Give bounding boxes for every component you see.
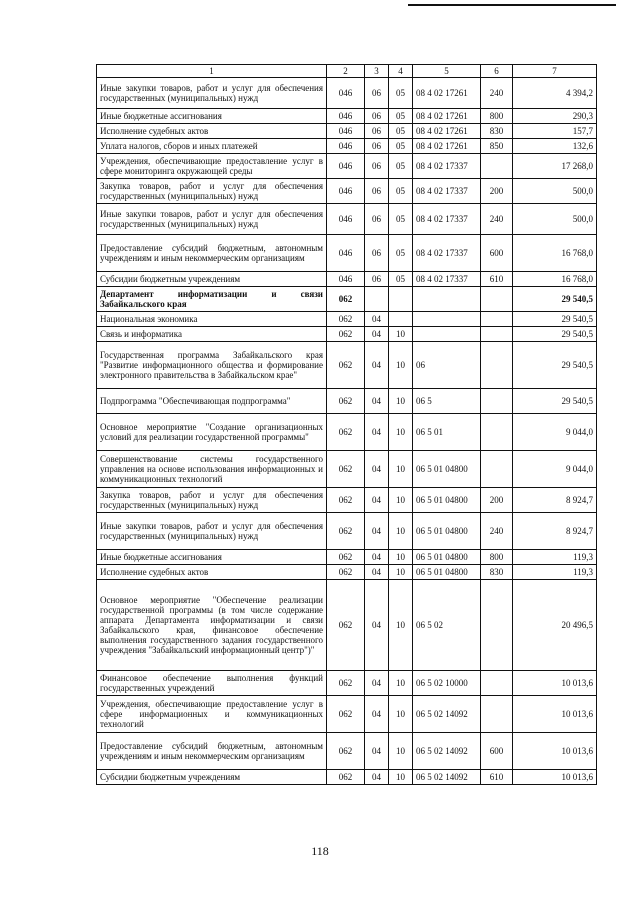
table-row (97, 327, 597, 342)
subsection-cell: 05 (389, 179, 413, 204)
table-row (97, 179, 597, 204)
target-article-cell: 06 5 01 04800 (413, 565, 481, 580)
amount-cell: 16 768,0 (513, 272, 597, 287)
ministry-code-cell: 062 (327, 342, 365, 389)
ministry-code-cell: 046 (327, 272, 365, 287)
target-article-cell: 08 4 02 17337 (413, 154, 481, 179)
expense-type-cell: 240 (481, 513, 513, 550)
ministry-code-cell: 062 (327, 580, 365, 671)
expense-type-cell (481, 580, 513, 671)
section-cell: 06 (365, 235, 389, 272)
expense-type-cell (481, 671, 513, 696)
section-cell: 04 (365, 550, 389, 565)
amount-cell: 29 540,5 (513, 389, 597, 414)
description-cell: Предоставление субсидий бюджетным, автономным учреждениям и иным некоммерческим организациям (97, 235, 327, 272)
section-cell: 04 (365, 342, 389, 389)
target-article-cell: 06 (413, 342, 481, 389)
amount-cell: 29 540,5 (513, 312, 597, 327)
ministry-code-cell: 046 (327, 109, 365, 124)
table-row (97, 671, 597, 696)
ministry-code-cell: 062 (327, 770, 365, 785)
amount-cell: 8 924,7 (513, 513, 597, 550)
amount-cell: 20 496,5 (513, 580, 597, 671)
amount-cell: 9 044,0 (513, 414, 597, 451)
expense-type-cell: 830 (481, 124, 513, 139)
table-row (97, 124, 597, 139)
description-cell: Связь и информатика (97, 327, 327, 342)
expense-type-cell: 200 (481, 488, 513, 513)
ministry-code-cell: 062 (327, 312, 365, 327)
description-cell: Предоставление субсидий бюджетным, автономным учреждениям и иным некоммерческим организациям (97, 733, 327, 770)
section-cell: 04 (365, 488, 389, 513)
amount-cell: 119,3 (513, 565, 597, 580)
table-row (97, 342, 597, 389)
header-cell: 6 (481, 65, 513, 78)
expense-type-cell: 850 (481, 139, 513, 154)
ministry-code-cell: 046 (327, 124, 365, 139)
target-article-cell: 06 5 01 04800 (413, 513, 481, 550)
ministry-code-cell: 062 (327, 414, 365, 451)
ministry-code-cell: 062 (327, 389, 365, 414)
subsection-cell: 10 (389, 550, 413, 565)
budget-table (96, 64, 597, 785)
amount-cell: 17 268,0 (513, 154, 597, 179)
header-cell: 7 (513, 65, 597, 78)
target-article-cell: 06 5 01 04800 (413, 550, 481, 565)
ministry-code-cell: 062 (327, 451, 365, 488)
subsection-cell: 10 (389, 733, 413, 770)
header-cell: 5 (413, 65, 481, 78)
section-cell: 06 (365, 78, 389, 109)
table-row (97, 580, 597, 671)
subsection-cell: 10 (389, 513, 413, 550)
target-article-cell: 06 5 02 14092 (413, 770, 481, 785)
description-cell: Департамент информатизации и связи Забайкальского края (97, 287, 327, 312)
section-cell: 04 (365, 671, 389, 696)
expense-type-cell (481, 414, 513, 451)
expense-type-cell: 240 (481, 78, 513, 109)
description-cell: Субсидии бюджетным учреждениям (97, 272, 327, 287)
table-row (97, 550, 597, 565)
section-cell: 04 (365, 389, 389, 414)
description-cell: Основное мероприятие "Обеспечение реализации государственной программы (в том числе содержание аппарата Департамента информатизации и связи Забайкальского края, финансовое обеспечение выполнения государственного задания государственного учреждения "Забайкальский информационный центр")" (97, 580, 327, 671)
header-cell: 4 (389, 65, 413, 78)
expense-type-cell: 800 (481, 109, 513, 124)
table-row (97, 235, 597, 272)
table-row (97, 204, 597, 235)
amount-cell: 10 013,6 (513, 696, 597, 733)
subsection-cell: 05 (389, 204, 413, 235)
target-article-cell: 06 5 (413, 389, 481, 414)
table-row (97, 733, 597, 770)
description-cell: Закупка товаров, работ и услуг для обеспечения государственных (муниципальных) нужд (97, 179, 327, 204)
target-article-cell: 06 5 02 14092 (413, 696, 481, 733)
amount-cell: 16 768,0 (513, 235, 597, 272)
subsection-cell: 10 (389, 580, 413, 671)
target-article-cell: 06 5 01 04800 (413, 488, 481, 513)
ministry-code-cell: 046 (327, 204, 365, 235)
subsection-cell: 10 (389, 451, 413, 488)
subsection-cell: 10 (389, 770, 413, 785)
expense-type-cell (481, 287, 513, 312)
expense-type-cell (481, 154, 513, 179)
amount-cell: 157,7 (513, 124, 597, 139)
ministry-code-cell: 062 (327, 696, 365, 733)
section-cell: 06 (365, 272, 389, 287)
subsection-cell: 10 (389, 342, 413, 389)
amount-cell: 9 044,0 (513, 451, 597, 488)
ministry-code-cell: 046 (327, 179, 365, 204)
section-cell: 04 (365, 312, 389, 327)
target-article-cell: 08 4 02 17261 (413, 124, 481, 139)
ministry-code-cell: 062 (327, 287, 365, 312)
target-article-cell: 08 4 02 17261 (413, 139, 481, 154)
table-row (97, 565, 597, 580)
amount-cell: 10 013,6 (513, 733, 597, 770)
description-cell: Исполнение судебных актов (97, 124, 327, 139)
description-cell: Иные закупки товаров, работ и услуг для обеспечения государственных (муниципальных) нужд (97, 78, 327, 109)
target-article-cell (413, 327, 481, 342)
section-cell: 06 (365, 204, 389, 235)
amount-cell: 8 924,7 (513, 488, 597, 513)
target-article-cell: 08 4 02 17261 (413, 109, 481, 124)
target-article-cell: 08 4 02 17337 (413, 272, 481, 287)
section-cell: 06 (365, 139, 389, 154)
section-cell: 04 (365, 451, 389, 488)
table-row (97, 513, 597, 550)
table-row (97, 696, 597, 733)
subsection-cell: 05 (389, 272, 413, 287)
amount-cell: 29 540,5 (513, 327, 597, 342)
target-article-cell: 06 5 02 (413, 580, 481, 671)
ministry-code-cell: 062 (327, 565, 365, 580)
ministry-code-cell: 046 (327, 78, 365, 109)
subsection-cell: 10 (389, 696, 413, 733)
subsection-cell (389, 287, 413, 312)
subsection-cell: 10 (389, 671, 413, 696)
section-cell: 04 (365, 327, 389, 342)
subsection-cell: 05 (389, 154, 413, 179)
description-cell: Подпрограмма "Обеспечивающая подпрограмма" (97, 389, 327, 414)
amount-cell: 29 540,5 (513, 342, 597, 389)
target-article-cell: 06 5 02 10000 (413, 671, 481, 696)
table-row (97, 109, 597, 124)
target-article-cell: 06 5 01 (413, 414, 481, 451)
table-row (97, 154, 597, 179)
table-row (97, 414, 597, 451)
section-cell: 04 (365, 513, 389, 550)
target-article-cell: 08 4 02 17337 (413, 235, 481, 272)
expense-type-cell: 610 (481, 272, 513, 287)
target-article-cell: 08 4 02 17261 (413, 78, 481, 109)
ministry-code-cell: 062 (327, 733, 365, 770)
description-cell: Иные закупки товаров, работ и услуг для обеспечения государственных (муниципальных) нужд (97, 204, 327, 235)
expense-type-cell (481, 451, 513, 488)
expense-type-cell: 610 (481, 770, 513, 785)
description-cell: Исполнение судебных актов (97, 565, 327, 580)
description-cell: Иные бюджетные ассигнования (97, 550, 327, 565)
header-cell: 1 (97, 65, 327, 78)
header-cell: 2 (327, 65, 365, 78)
expense-type-cell: 600 (481, 733, 513, 770)
expense-type-cell (481, 312, 513, 327)
expense-type-cell (481, 327, 513, 342)
ministry-code-cell: 046 (327, 154, 365, 179)
amount-cell: 29 540,5 (513, 287, 597, 312)
target-article-cell (413, 312, 481, 327)
expense-type-cell (481, 342, 513, 389)
page-number: 118 (311, 844, 329, 858)
description-cell: Закупка товаров, работ и услуг для обеспечения государственных (муниципальных) нужд (97, 488, 327, 513)
section-cell: 04 (365, 565, 389, 580)
subsection-cell (389, 312, 413, 327)
table-row (97, 488, 597, 513)
subsection-cell: 05 (389, 109, 413, 124)
subsection-cell: 10 (389, 414, 413, 451)
subsection-cell: 10 (389, 327, 413, 342)
expense-type-cell: 600 (481, 235, 513, 272)
section-cell: 04 (365, 770, 389, 785)
ministry-code-cell: 062 (327, 513, 365, 550)
description-cell: Совершенствование системы государственного управления на основе использования информационных и коммуникационных технологий (97, 451, 327, 488)
description-cell: Иные бюджетные ассигнования (97, 109, 327, 124)
description-cell: Основное мероприятие "Создание организационных условий для реализации государственной программы" (97, 414, 327, 451)
ministry-code-cell: 062 (327, 488, 365, 513)
section-cell: 04 (365, 414, 389, 451)
target-article-cell: 08 4 02 17337 (413, 204, 481, 235)
description-cell: Иные закупки товаров, работ и услуг для обеспечения государственных (муниципальных) нужд (97, 513, 327, 550)
amount-cell: 290,3 (513, 109, 597, 124)
description-cell: Учреждения, обеспечивающие предоставление услуг в сфере информационных и коммуникационных технологий (97, 696, 327, 733)
expense-type-cell (481, 389, 513, 414)
amount-cell: 500,0 (513, 179, 597, 204)
expense-type-cell (481, 696, 513, 733)
section-cell: 06 (365, 154, 389, 179)
table-row (97, 312, 597, 327)
amount-cell: 132,6 (513, 139, 597, 154)
table-row (97, 451, 597, 488)
description-cell: Финансовое обеспечение выполнения функций государственных учреждений (97, 671, 327, 696)
target-article-cell: 06 5 02 14092 (413, 733, 481, 770)
table-row (97, 389, 597, 414)
budget-table-body (97, 65, 597, 785)
expense-type-cell: 200 (481, 179, 513, 204)
subsection-cell: 10 (389, 565, 413, 580)
table-header-row (97, 65, 597, 78)
section-cell: 06 (365, 109, 389, 124)
section-cell (365, 287, 389, 312)
expense-type-cell: 830 (481, 565, 513, 580)
amount-cell: 4 394,2 (513, 78, 597, 109)
target-article-cell: 08 4 02 17337 (413, 179, 481, 204)
target-article-cell (413, 287, 481, 312)
ministry-code-cell: 046 (327, 139, 365, 154)
expense-type-cell: 240 (481, 204, 513, 235)
ministry-code-cell: 062 (327, 327, 365, 342)
subsection-cell: 10 (389, 389, 413, 414)
section-cell: 04 (365, 580, 389, 671)
table-row (97, 287, 597, 312)
table-row (97, 78, 597, 109)
description-cell: Государственная программа Забайкальского края "Развитие информационного общества и формирование электронного правительства в Забайкальском крае" (97, 342, 327, 389)
amount-cell: 500,0 (513, 204, 597, 235)
table-row (97, 272, 597, 287)
description-cell: Учреждения, обеспечивающие предоставление услуг в сфере мониторинга окружающей среды (97, 154, 327, 179)
description-cell: Национальная экономика (97, 312, 327, 327)
subsection-cell: 10 (389, 488, 413, 513)
subsection-cell: 05 (389, 124, 413, 139)
section-cell: 04 (365, 733, 389, 770)
subsection-cell: 05 (389, 78, 413, 109)
description-cell: Субсидии бюджетным учреждениям (97, 770, 327, 785)
section-cell: 06 (365, 179, 389, 204)
description-cell: Уплата налогов, сборов и иных платежей (97, 139, 327, 154)
amount-cell: 10 013,6 (513, 770, 597, 785)
ministry-code-cell: 062 (327, 671, 365, 696)
amount-cell: 119,3 (513, 550, 597, 565)
header-cell: 3 (365, 65, 389, 78)
section-cell: 06 (365, 124, 389, 139)
ministry-code-cell: 062 (327, 550, 365, 565)
amount-cell: 10 013,6 (513, 671, 597, 696)
expense-type-cell: 800 (481, 550, 513, 565)
top-rule (408, 4, 616, 6)
ministry-code-cell: 046 (327, 235, 365, 272)
table-row (97, 139, 597, 154)
section-cell: 04 (365, 696, 389, 733)
table-row (97, 770, 597, 785)
subsection-cell: 05 (389, 139, 413, 154)
target-article-cell: 06 5 01 04800 (413, 451, 481, 488)
subsection-cell: 05 (389, 235, 413, 272)
